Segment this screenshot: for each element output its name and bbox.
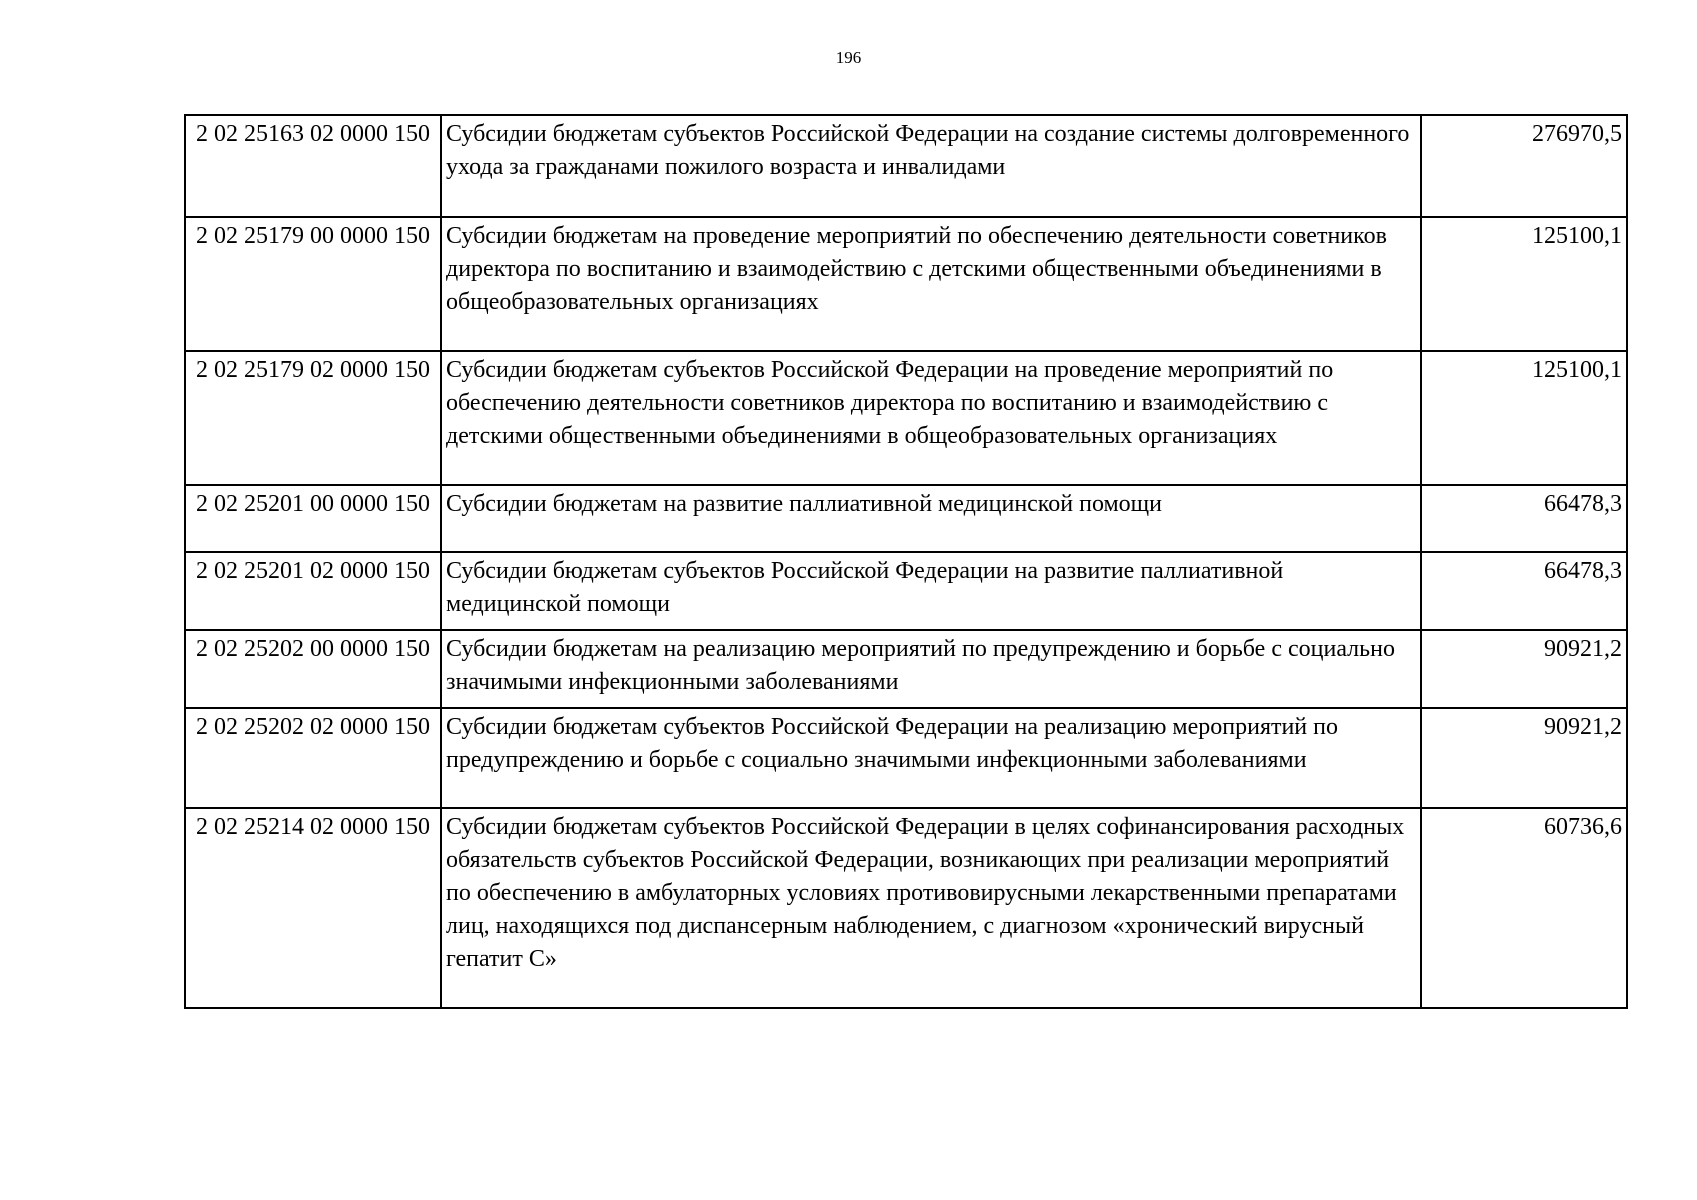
table-row (185, 485, 1627, 552)
budget-table (184, 114, 1628, 1009)
amount-cell: 66478,3 (1421, 485, 1627, 552)
table-row (185, 351, 1627, 485)
budget-code-cell: 2 02 25179 02 0000 150 (185, 351, 441, 485)
amount-cell: 125100,1 (1421, 217, 1627, 351)
amount-cell: 90921,2 (1421, 708, 1627, 808)
description-cell: Субсидии бюджетам на реализацию мероприятий по предупреждению и борьбе с социально значимыми инфекционными заболеваниями (441, 630, 1421, 708)
budget-code-cell: 2 02 25163 02 0000 150 (185, 115, 441, 217)
description-cell: Субсидии бюджетам субъектов Российской Федерации на реализацию мероприятий по предупреждению и борьбе с социально значимыми инфекционными заболеваниями (441, 708, 1421, 808)
description-cell: Субсидии бюджетам на проведение мероприятий по обеспечению деятельности советников директора по воспитанию и взаимодействию с детскими общественными объединениями в общеобразовательных организациях (441, 217, 1421, 351)
description-cell: Субсидии бюджетам субъектов Российской Федерации на развитие паллиативной медицинской помощи (441, 552, 1421, 630)
budget-code-cell: 2 02 25179 00 0000 150 (185, 217, 441, 351)
amount-cell: 60736,6 (1421, 808, 1627, 1008)
amount-cell: 90921,2 (1421, 630, 1627, 708)
table-row (185, 115, 1627, 217)
budget-code-cell: 2 02 25214 02 0000 150 (185, 808, 441, 1008)
description-cell: Субсидии бюджетам на развитие паллиативной медицинской помощи (441, 485, 1421, 552)
description-cell: Субсидии бюджетам субъектов Российской Федерации на проведение мероприятий по обеспечению деятельности советников директора по воспитанию и взаимодействию с детскими общественными объединениями в общеобразовательных организациях (441, 351, 1421, 485)
budget-code-cell: 2 02 25202 02 0000 150 (185, 708, 441, 808)
description-cell: Субсидии бюджетам субъектов Российской Федерации на создание системы долговременного ухода за гражданами пожилого возраста и инвалидами (441, 115, 1421, 217)
table-row (185, 808, 1627, 1008)
amount-cell: 276970,5 (1421, 115, 1627, 217)
table-row (185, 708, 1627, 808)
budget-code-cell: 2 02 25202 00 0000 150 (185, 630, 441, 708)
amount-cell: 125100,1 (1421, 351, 1627, 485)
table-row (185, 630, 1627, 708)
table-row (185, 552, 1627, 630)
table-row (185, 217, 1627, 351)
budget-code-cell: 2 02 25201 00 0000 150 (185, 485, 441, 552)
description-cell: Субсидии бюджетам субъектов Российской Федерации в целях софинансирования расходных обязательств субъектов Российской Федерации, возникающих при реализации мероприятий по обеспечению в амбулаторных условиях противовирусными лекарственными препаратами лиц, находящихся под диспансерным наблюдением, с диагнозом «хронический вирусный гепатит С» (441, 808, 1421, 1008)
budget-code-cell: 2 02 25201 02 0000 150 (185, 552, 441, 630)
page-number: 196 (835, 48, 862, 67)
amount-cell: 66478,3 (1421, 552, 1627, 630)
